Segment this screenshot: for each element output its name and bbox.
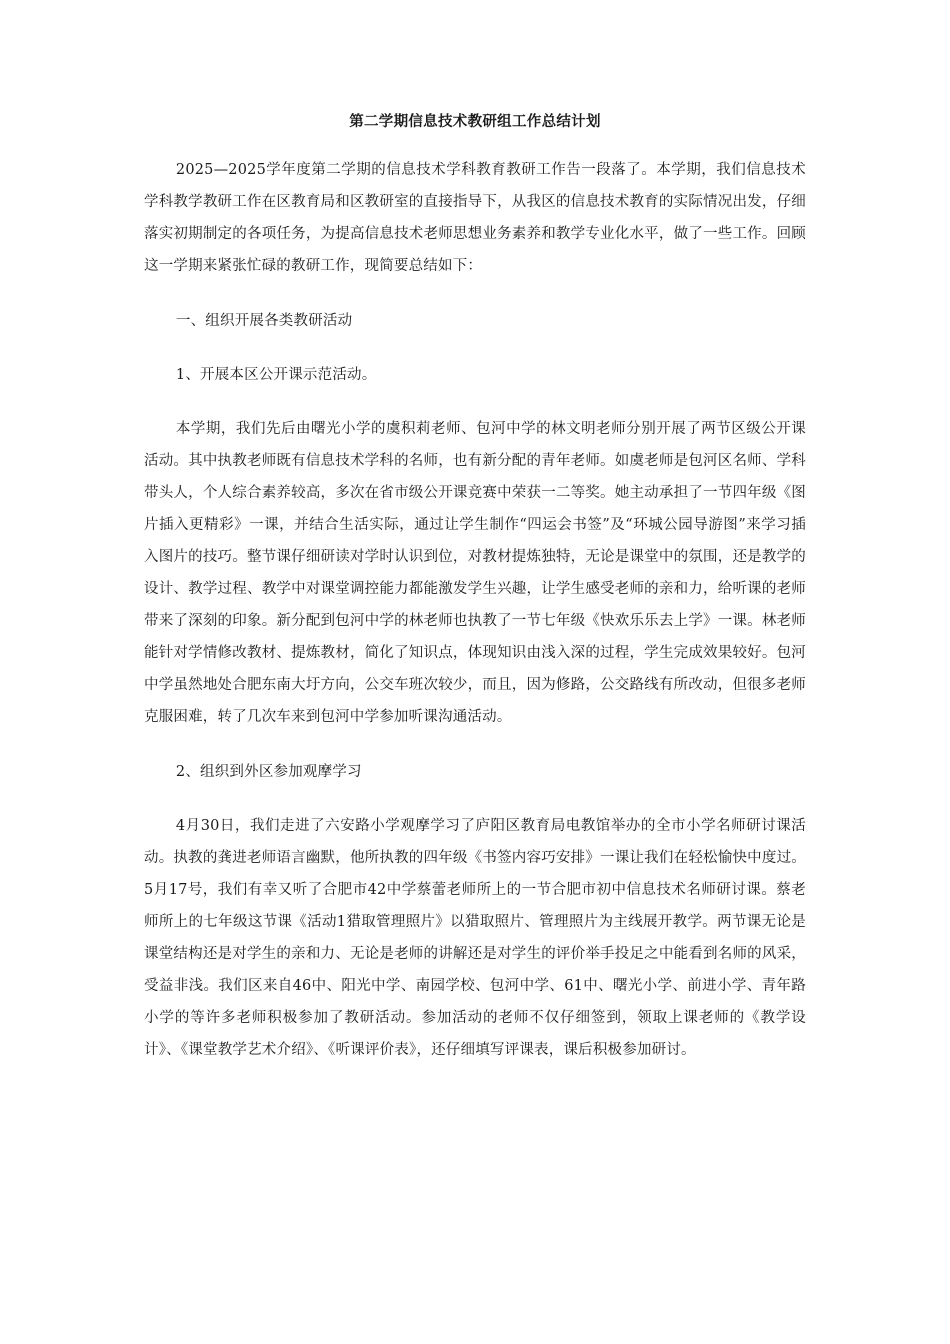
subsection-heading-1: 1、开展本区公开课示范活动。 — [175, 367, 377, 383]
subsection-heading-2: 2、组织到外区参加观摩学习 — [175, 764, 362, 780]
paragraph-gap — [144, 391, 806, 413]
paragraph-intro: 2025—2025学年度第二学期的信息技术学科教育教研工作告一段落了。本学期，我们信息技术学科教学教研工作在区教育局和区教研室的直接指导下，从我区的信息技术教育的实际情况出发，仔细落实初期制定的各项任务，为提高信息技术老师思想业务素养和教学专业化水平，做了一些工作。回顾这一学期来紧张忙碌的教研工作，现简要总结如下： — [144, 162, 806, 274]
paragraph-gap — [144, 282, 806, 305]
document-page — [144, 112, 806, 1066]
document-title: 第二学期信息技术教研组工作总结计划 — [349, 114, 601, 130]
paragraph-gap — [144, 337, 806, 359]
paragraph-gap — [144, 788, 806, 810]
paragraph-gap — [144, 733, 806, 756]
paragraph-open-class: 本学期，我们先后由曙光小学的虞积莉老师、包河中学的林文明老师分别开展了两节区级公开课活动。其中执教老师既有信息技术学科的名师，也有新分配的青年老师。如虞老师是包河区名师、学科带头人，个人综合素养较高，多次在省市级公开课竞赛中荣获一二等奖。她主动承担了一节四年级《图片插入更精彩》一课，并结合生活实际，通过让学生制作“四运会书签”及“环城公园导游图”来学习插入图片的技巧。整节课仔细研读对学时认识到位，对教材提炼独特，无论是课堂中的氛围，还是教学的设计、教学过程、教学中对课堂调控能力都能激发学生兴趣，让学生感受老师的亲和力，给听课的老师带来了深刻的印象。新分配到包河中学的林老师也执教了一节七年级《快欢乐乐去上学》一课。林老师能针对学情修改教材、提炼教材，简化了知识点，体现知识由浅入深的过程，学生完成效果较好。包河中学虽然地处合肥东南大圩方向，公交车班次较少，而且，因为修路，公交路线有所改动，但很多老师克服困难，转了几次车来到包河中学参加听课沟通活动。 — [144, 421, 806, 725]
paragraph-external-study: 4月30日，我们走进了六安路小学观摩学习了庐阳区教育局电教馆举办的全市小学名师研讨课活动。执教的龚进老师语言幽默，他所执教的四年级《书签内容巧安排》一课让我们在轻松愉快中度过。5月17号，我们有幸又听了合肥市42中学蔡蕾老师所上的一节合肥市初中信息技术名师研讨课。蔡老师所上的七年级这节课《活动1猎取管理照片》以猎取照片、管理照片为主线展开教学。两节课无论是课堂结构还是对学生的亲和力、无论是老师的讲解还是对学生的评价举手投足之中能看到名师的风采，受益非浅。我们区来自46中、阳光中学、南园学校、包河中学、61中、曙光小学、前进小学、青年路小学的等许多老师积极参加了教研活动。参加活动的老师不仅仔细签到，领取上课老师的《教学设计》、《课堂教学艺术介绍》、《听课评价表》，还仔细填写评课表，课后积极参加研讨。 — [144, 818, 806, 1058]
section-heading-1: 一、组织开展各类教研活动 — [175, 313, 353, 329]
